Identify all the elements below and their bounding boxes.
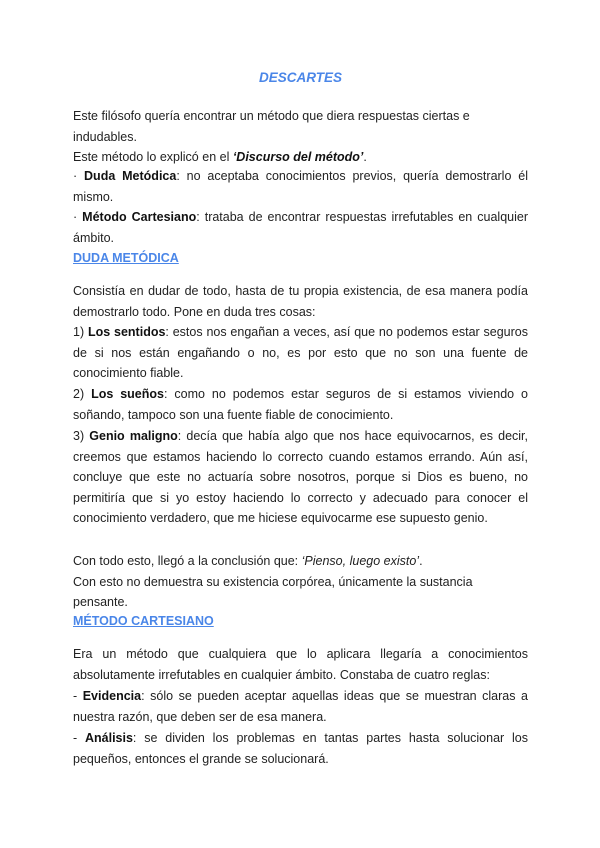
duda-item-1 [73, 322, 528, 384]
duda-intro: Consistía en dudar de todo, hasta de tu propia existencia, de esa manera podía demostrarlo todo. Pone en duda tres cosas: [73, 284, 528, 319]
duda-item-2 [73, 384, 528, 425]
intro-line-1: Este filósofo quería encontrar un método que diera respuestas ciertas e indudables. [73, 109, 470, 144]
bullet-list [73, 166, 528, 248]
item-term: Los sueños [91, 387, 164, 401]
item-text: : decía que había algo que nos hace equivocarnos, es decir, creemos que estamos haciendo lo correcto cuando estamos errando. Aún así, concluye que este no actuaría sobre nosotros, porque si Dios es bueno, no permitiría que si yo estoy haciendo lo correcto y adecuado para conocer el conocimiento verdadero, que me hiciese equivocarme ese supuesto genio. [73, 429, 528, 525]
conclusion-note: Con esto no demuestra su existencia corpórea, únicamente la sustancia pensante. [73, 574, 473, 609]
item-number: 3) [73, 429, 90, 443]
metodo-intro: Era un método que cualquiera que lo aplicara llegaría a conocimientos absolutamente irrefutables en cualquier ámbito. Constaba de cuatro reglas: [73, 647, 528, 682]
section-heading-duda[interactable]: DUDA METÓDICA [73, 251, 179, 265]
bullet-item [73, 210, 528, 245]
document-title: DESCARTES [258, 70, 343, 85]
metodo-rule-1 [73, 686, 528, 727]
bullet-term: Método Cartesiano [82, 210, 197, 224]
intro-line-2-post: . [363, 150, 367, 164]
bullet-term: Duda Metódica [84, 169, 177, 183]
item-text: : estos nos engañan a veces, así que no podemos estar seguros de si nos están engañando o no, es por esto que no son una fuente de conocimiento fiable. [73, 325, 528, 380]
item-term: Los sentidos [87, 325, 166, 339]
cogito-quote: ‘Pienso, luego existo’ [301, 554, 420, 568]
bullet-marker: · [73, 210, 83, 224]
bullet-marker: · [73, 169, 85, 183]
intro-paragraph [73, 106, 528, 168]
bullet-item [73, 169, 528, 204]
bullet-text: : no aceptaba conocimientos previos, quería demostrarlo él mismo. [73, 169, 528, 204]
duda-item-3 [73, 426, 528, 529]
rule-marker: - [73, 689, 83, 703]
section-heading-metodo[interactable]: MÉTODO CARTESIANO [73, 614, 214, 628]
duda-conclusion [73, 551, 528, 613]
conclusion-post: . [419, 554, 423, 568]
rule-text: : sólo se pueden aceptar aquellas ideas que se muestran claras a nuestra razón, que deben ser de esa manera. [73, 689, 528, 724]
item-number: 1) [73, 325, 88, 339]
rule-term: Evidencia [82, 689, 142, 703]
item-term: Genio maligno [89, 429, 178, 443]
intro-line-2-pre: Este método lo explicó en el [73, 150, 233, 164]
item-number: 2) [73, 387, 92, 401]
rule-term: Análisis [84, 731, 133, 745]
rule-text: : se dividen los problemas en tantas partes hasta solucionar los pequeños, entonces el grande se solucionará. [73, 731, 528, 766]
rule-marker: - [73, 731, 85, 745]
metodo-rule-2 [73, 728, 528, 769]
discurso-title: ‘Discurso del método’ [232, 150, 364, 164]
bullet-text: : trataba de encontrar respuestas irrefutables en cualquier ámbito. [73, 210, 528, 245]
item-text: : como no podemos estar seguros de si estamos viviendo o soñando, tampoco son una fuente fiable de conocimiento. [73, 387, 529, 422]
conclusion-pre: Con todo esto, llegó a la conclusión que: [73, 554, 302, 568]
